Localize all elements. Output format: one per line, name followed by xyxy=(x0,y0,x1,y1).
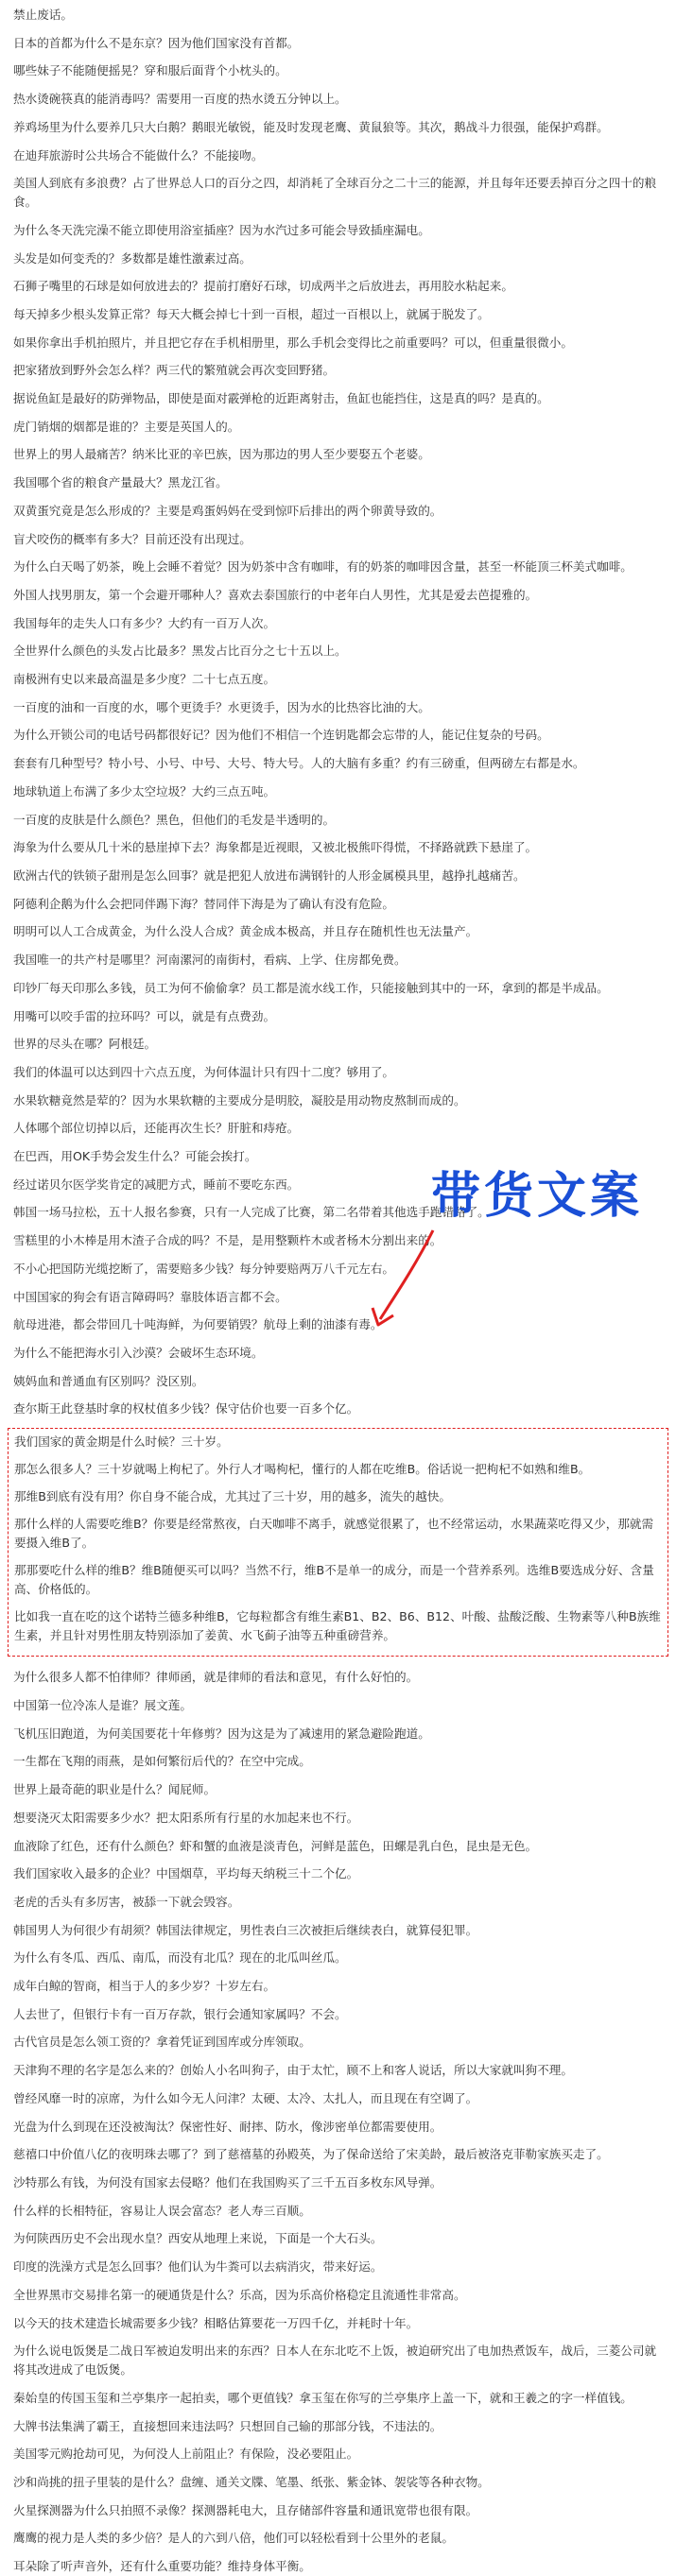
qa-line-23: 南极洲有史以来最高温是多少度？二十七点五度。 xyxy=(13,672,276,687)
qa-line-bottom-20: 为何陕西历史不会出现水皇？西安从地理上来说，下面是一个大石头。 xyxy=(13,2231,383,2246)
qa-list-bottom xyxy=(13,1668,663,2576)
qa-line-15: 世界上的男人最痛苦？纳米比亚的辛巴族，因为那边的男人至少要娶五个老婆。 xyxy=(13,447,430,462)
qa-line-7: 为什么冬天洗完澡不能立即使用浴室插座？因为水汽过多可能会导致插座漏电。 xyxy=(13,222,430,237)
qa-line-4: 养鸡场里为什么要养几只大白鹅？鹅眼光敏锐，能及时发现老鹰、黄鼠狼等。其次，鹅战斗力很强，能保护鸡群。 xyxy=(13,119,609,134)
qa-line-37: 我们的体温可以达到四十六点五度，为何体温计只有四十二度？够用了。 xyxy=(13,1064,394,1079)
ad-line-1: 那怎么很多人？三十岁就喝上枸杞了。外行人才喝枸杞，懂行的人都在吃维B。俗话说一把枸杞不如熟和维B。 xyxy=(14,1462,591,1477)
qa-line-12: 把家猪放到野外会怎么样？两三代的繁殖就会再次变回野猪。 xyxy=(13,363,336,378)
qa-line-31: 阿德利企鹅为什么会把同伴踢下海？替同伴下海是为了确认有没有危险。 xyxy=(13,896,394,911)
qa-line-39: 人体哪个部位切掉以后，还能再次生长？肝脏和痔疮。 xyxy=(13,1121,300,1136)
qa-line-bottom-2: 飞机压旧跑道，为何美国要花十年修剪？因为这是为了减速用的紧急避险跑道。 xyxy=(13,1726,430,1741)
qa-line-bottom-8: 老虎的舌头有多厉害，被舔一下就会毁容。 xyxy=(13,1894,240,1909)
qa-line-17: 双黄蛋究竟是怎么形成的？主要是鸡蛋妈妈在受到惊吓后排出的两个卵黄导致的。 xyxy=(13,503,442,518)
qa-line-bottom-1: 中国第一位冷冻人是谁？展文莲。 xyxy=(13,1698,192,1713)
qa-line-24: 一百度的油和一百度的水，哪个更烫手？水更烫手，因为水的比热容比油的大。 xyxy=(13,699,430,714)
qa-line-47: 为什么不能把海水引入沙漠？会破坏生态环境。 xyxy=(13,1345,264,1360)
qa-line-28: 一百度的皮肤是什么颜色？黑色，但他们的毛发是半透明的。 xyxy=(13,812,336,827)
qa-line-2: 哪些妹子不能随便摇晃？穿和服后面背个小枕头的。 xyxy=(13,63,287,78)
qa-line-29: 海象为什么要从几十米的悬崖掉下去？海象都是近视眼，又被北极熊吓得慌，不择路就跌下悬崖了。 xyxy=(13,840,538,855)
qa-line-27: 地球轨道上布满了多少太空垃圾？大约三点五吨。 xyxy=(13,783,276,799)
qa-line-bottom-17: 慈禧口中价值八亿的夜明珠去哪了？到了慈禧墓的孙殿英，为了保命送给了宋美龄，最后被洛克菲勒家族买走了。 xyxy=(13,2147,609,2162)
qa-line-6: 美国人到底有多浪费？占了世界总人口的百分之四，却消耗了全球百分之二十三的能源，并且每年还要丢掉百分之四十的粮食。 xyxy=(13,176,657,210)
qa-line-bottom-12: 人去世了，但银行卡有一百万存款，银行会通知家属吗？不会。 xyxy=(13,2006,347,2021)
qa-line-38: 水果软糖竟然是荤的？因为水果软糖的主要成分是明胶，凝胶是用动物皮熬制而成的。 xyxy=(13,1092,466,1108)
qa-line-bottom-4: 世界上最奇葩的职业是什么？闻屁师。 xyxy=(13,1782,217,1797)
qa-line-bottom-13: 古代官员是怎么领工资的？拿着凭证到国库或分库领取。 xyxy=(13,2035,311,2050)
qa-line-32: 明明可以人工合成黄金，为什么没人合成？黄金成本极高，并且存在随机性也无法量产。 xyxy=(13,924,478,939)
qa-line-40: 在巴西，用OK手势会发生什么？可能会挨打。 xyxy=(13,1149,257,1164)
qa-line-22: 全世界什么颜色的头发占比最多？黑发占比百分之七十五以上。 xyxy=(13,644,347,659)
ad-line-2: 那维B到底有没有用？你自身不能合成，尤其过了三十岁，用的越多，流失的越快。 xyxy=(14,1489,452,1504)
qa-line-bottom-10: 为什么有冬瓜、西瓜、南瓜，而没有北瓜？现在的北瓜叫丝瓜。 xyxy=(13,1950,347,1966)
qa-line-49: 查尔斯王此登基时拿的权杖值多少钱？保守估价也要一百多个亿。 xyxy=(13,1401,359,1417)
qa-line-bottom-22: 全世界黑市交易排名第一的硬通货是什么？乐高，因为乐高价格稳定且流通性非常高。 xyxy=(13,2287,466,2302)
qa-line-bottom-15: 曾经风靡一时的凉席，为什么如今无人问津？太硬、太冷、太扎人，而且现在有空调了。 xyxy=(13,2090,478,2105)
qa-line-19: 为什么白天喝了奶茶，晚上会睡不着觉？因为奶茶中含有咖啡，有的奶茶的咖啡因含量，甚至一杯能顶三杯美式咖啡。 xyxy=(13,559,633,575)
qa-line-bottom-30: 鹰鹰的视力是人类的多少倍？是人的六到八倍，他们可以轻松看到十公里外的老鼠。 xyxy=(13,2531,454,2546)
qa-line-11: 如果你拿出手机拍照片，并且把它存在手机相册里，那么手机会变得比之前重要吗？可以，但重量很微小。 xyxy=(13,335,573,350)
qa-line-bottom-24: 为什么说电饭煲是二战日军被迫发明出来的东西？日本人在东北吃不上饭，被迫研究出了电加热煮饭车，战后，三菱公司就将其改进成了电饭煲。 xyxy=(13,2344,657,2378)
qa-line-43: 雪糕里的小木棒是用木渣子合成的吗？不是，是用整颗杵木或者杨木分割出来的。 xyxy=(13,1233,442,1248)
qa-line-bottom-19: 什么样的长相特征，容易让人误会富态？老人寿三百顺。 xyxy=(13,2203,311,2218)
qa-line-bottom-5: 想要浇灭太阳需要多少水？把太阳系所有行星的水加起来也不行。 xyxy=(13,1810,359,1825)
qa-line-46: 航母进港，都会带回几十吨海鲜，为何要销毁？航母上剩的油漆有毒。 xyxy=(13,1317,383,1332)
qa-line-14: 虎门销烟的烟都是谁的？主要是英国人的。 xyxy=(13,419,240,434)
qa-line-21: 我国每年的走失人口有多少？大约有一百万人次。 xyxy=(13,615,276,630)
qa-line-bottom-6: 血液除了红色，还有什么颜色？虾和蟹的血液是淡青色，河鲜是蓝色，田螺是乳白色，昆虫是无色。 xyxy=(13,1838,538,1853)
qa-line-1: 日本的首都为什么不是东京？因为他们国家没有首都。 xyxy=(13,35,300,50)
qa-line-42: 韩国一场马拉松，五十人报名参赛，只有一人完成了比赛，第二名带着其他选手跑错路了。 xyxy=(13,1205,490,1220)
annotation-label: 带货文案 xyxy=(431,1168,644,1225)
qa-line-30: 欧洲古代的铁锁子甜刑是怎么回事？就是把犯人放进布满钢针的人形金属模具里，越挣扎越痛苦。 xyxy=(13,868,526,883)
qa-line-35: 用嘴可以咬手雷的拉环吗？可以，就是有点费劲。 xyxy=(13,1008,276,1023)
qa-line-44: 不小心把国防光缆挖断了，需要赔多少钱？每分钟要赔两万八千元左右。 xyxy=(13,1261,394,1276)
qa-line-18: 盲犬咬伤的概率有多大？目前还没有出现过。 xyxy=(13,531,251,546)
qa-line-10: 每天掉多少根头发算正常？每天大概会掉七十到一百根，超过一百根以上，就属于脱发了。 xyxy=(13,306,490,321)
qa-line-5: 在迪拜旅游时公共场合不能做什么？不能接吻。 xyxy=(13,147,264,163)
qa-line-36: 世界的尽头在哪？阿根廷。 xyxy=(13,1037,157,1052)
annotation-arrow-icon xyxy=(359,1227,444,1331)
ad-line-3: 那什么样的人需要吃维B？你要是经常熬夜，白天咖啡不离手，就感觉很累了，也不经常运动，水果蔬菜吃得又少，那就需要摄入维B了。 xyxy=(14,1517,654,1551)
qa-line-bottom-23: 以今天的技术建造长城需要多少钱？相略估算要花一万四千亿，并耗时十年。 xyxy=(13,2315,419,2330)
qa-line-bottom-18: 沙特那么有钱，为何没有国家去侵略？他们在我国购买了三千五百多枚东风导弹。 xyxy=(13,2175,442,2190)
qa-line-bottom-27: 美国零元购抢劫可见，为何没人上前阻止？有保险，没必要阻止。 xyxy=(13,2447,359,2462)
qa-line-34: 印钞厂每天印那么多钱，员工为何不偷偷拿？员工都是流水线工作，只能接触到其中的一环，拿到的都是半成品。 xyxy=(13,980,609,995)
qa-line-0: 禁止废话。 xyxy=(13,8,73,22)
qa-line-bottom-9: 韩国男人为何很少有胡须？韩国法律规定，男性表白三次被拒后继续表白，就算侵犯罪。 xyxy=(13,1922,478,1937)
qa-line-48: 姨妈血和普通血有区别吗？没区别。 xyxy=(13,1373,204,1388)
qa-line-bottom-25: 秦始皇的传国玉玺和兰亭集序一起拍卖，哪个更值钱？拿玉玺在你写的兰亭集序上盖一下，就和王羲之的字一样值钱。 xyxy=(13,2390,633,2405)
qa-line-bottom-14: 天津狗不理的名字是怎么来的？创始人小名叫狗子，由于太忙，顾不上和客人说话，所以大家就叫狗不理。 xyxy=(13,2063,573,2078)
qa-line-41: 经过诺贝尔医学奖肯定的减肥方式，睡前不要吃东西。 xyxy=(13,1176,300,1192)
qa-line-45: 中国国家的狗会有语言障碍吗？靠肢体语言都不会。 xyxy=(13,1289,287,1304)
qa-line-26: 套套有几种型号？特小号、小号、中号、大号、特大号。人的大脑有多重？约有三磅重，但两磅左右都是水。 xyxy=(13,756,585,771)
qa-line-bottom-29: 火星探测器为什么只拍照不录像？探测器耗电大，且存储部件容量和通讯宽带也很有限。 xyxy=(13,2502,478,2517)
qa-line-bottom-26: 大牌书法集满了霸王，直接想回来违法吗？只想回自己输的那部分钱，不违法的。 xyxy=(13,2418,442,2433)
qa-line-16: 我国哪个省的粮食产量最大？黑龙江省。 xyxy=(13,475,228,490)
qa-line-bottom-11: 成年白鲸的智商，相当于人的多少岁？十岁左右。 xyxy=(13,1979,276,1994)
qa-line-33: 我国唯一的共产村是哪里？河南漯河的南街村，看病、上学、住房都免费。 xyxy=(13,953,407,968)
qa-line-bottom-16: 光盘为什么到现在还没被淘汰？保密性好、耐摔、防水，像涉密单位都需要使用。 xyxy=(13,2119,442,2134)
qa-line-bottom-31: 耳朵除了听声音外，还有什么重要功能？维持身体平衡。 xyxy=(13,2559,311,2574)
qa-line-bottom-28: 沙和尚挑的扭子里装的是什么？盘缠、通关文牒、笔墨、纸张、紫金钵、袈裟等各种衣物。 xyxy=(13,2474,490,2489)
qa-line-20: 外国人找男朋友，第一个会避开哪种人？喜欢去泰国旅行的中老年白人男性，尤其是爱去芭提雅的。 xyxy=(13,587,538,602)
ad-line-4: 那那要吃什么样的维B？维B随便买可以吗？当然不行，维B不是单一的成分，而是一个营养系列。选维B要选成分好、含量高、价格低的。 xyxy=(14,1563,654,1597)
qa-line-25: 为什么开锁公司的电话号码都很好记？因为他们不相信一个连钥匙都会忘带的人，能记住复杂的号码。 xyxy=(13,728,549,743)
qa-line-bottom-7: 我们国家收入最多的企业？中国烟草，平均每天纳税三十二个亿。 xyxy=(13,1866,359,1881)
qa-line-bottom-0: 为什么很多人都不怕律师？律师函，就是律师的看法和意见，有什么好怕的。 xyxy=(13,1670,419,1685)
qa-line-9: 石狮子嘴里的石球是如何放进去的？提前打磨好石球，切成两半之后放进去，再用胶水粘起来。 xyxy=(13,279,513,294)
qa-line-13: 据说鱼缸是最好的防弹物品，即使是面对霰弹枪的近距离射击，鱼缸也能挡住，这是真的吗？是真的。 xyxy=(13,391,549,406)
highlighted-ad-section xyxy=(8,1428,668,1657)
qa-line-bottom-3: 一生都在飞翔的雨燕，是如何繁衍后代的？在空中完成。 xyxy=(13,1754,311,1769)
qa-line-8: 头发是如何变秃的？多数都是雄性激素过高。 xyxy=(13,250,251,266)
qa-line-bottom-21: 印度的洗澡方式是怎么回事？他们认为牛粪可以去病消灾，带来好运。 xyxy=(13,2259,383,2275)
ad-line-5: 比如我一直在吃的这个诺特兰德多种维B，它每粒都含有维生素B1、B2、B6、B12、叶酸、盐酸泛酸、生物素等八种B族维生素，并且针对男性朋友特别添加了姜黄、水飞蓟子油等五种重磅营养。 xyxy=(14,1609,661,1643)
ad-line-0: 我们国家的黄金期是什么时候？三十岁。 xyxy=(14,1434,229,1450)
qa-line-3: 热水烫碗筷真的能消毒吗？需要用一百度的热水烫五分钟以上。 xyxy=(13,92,347,107)
